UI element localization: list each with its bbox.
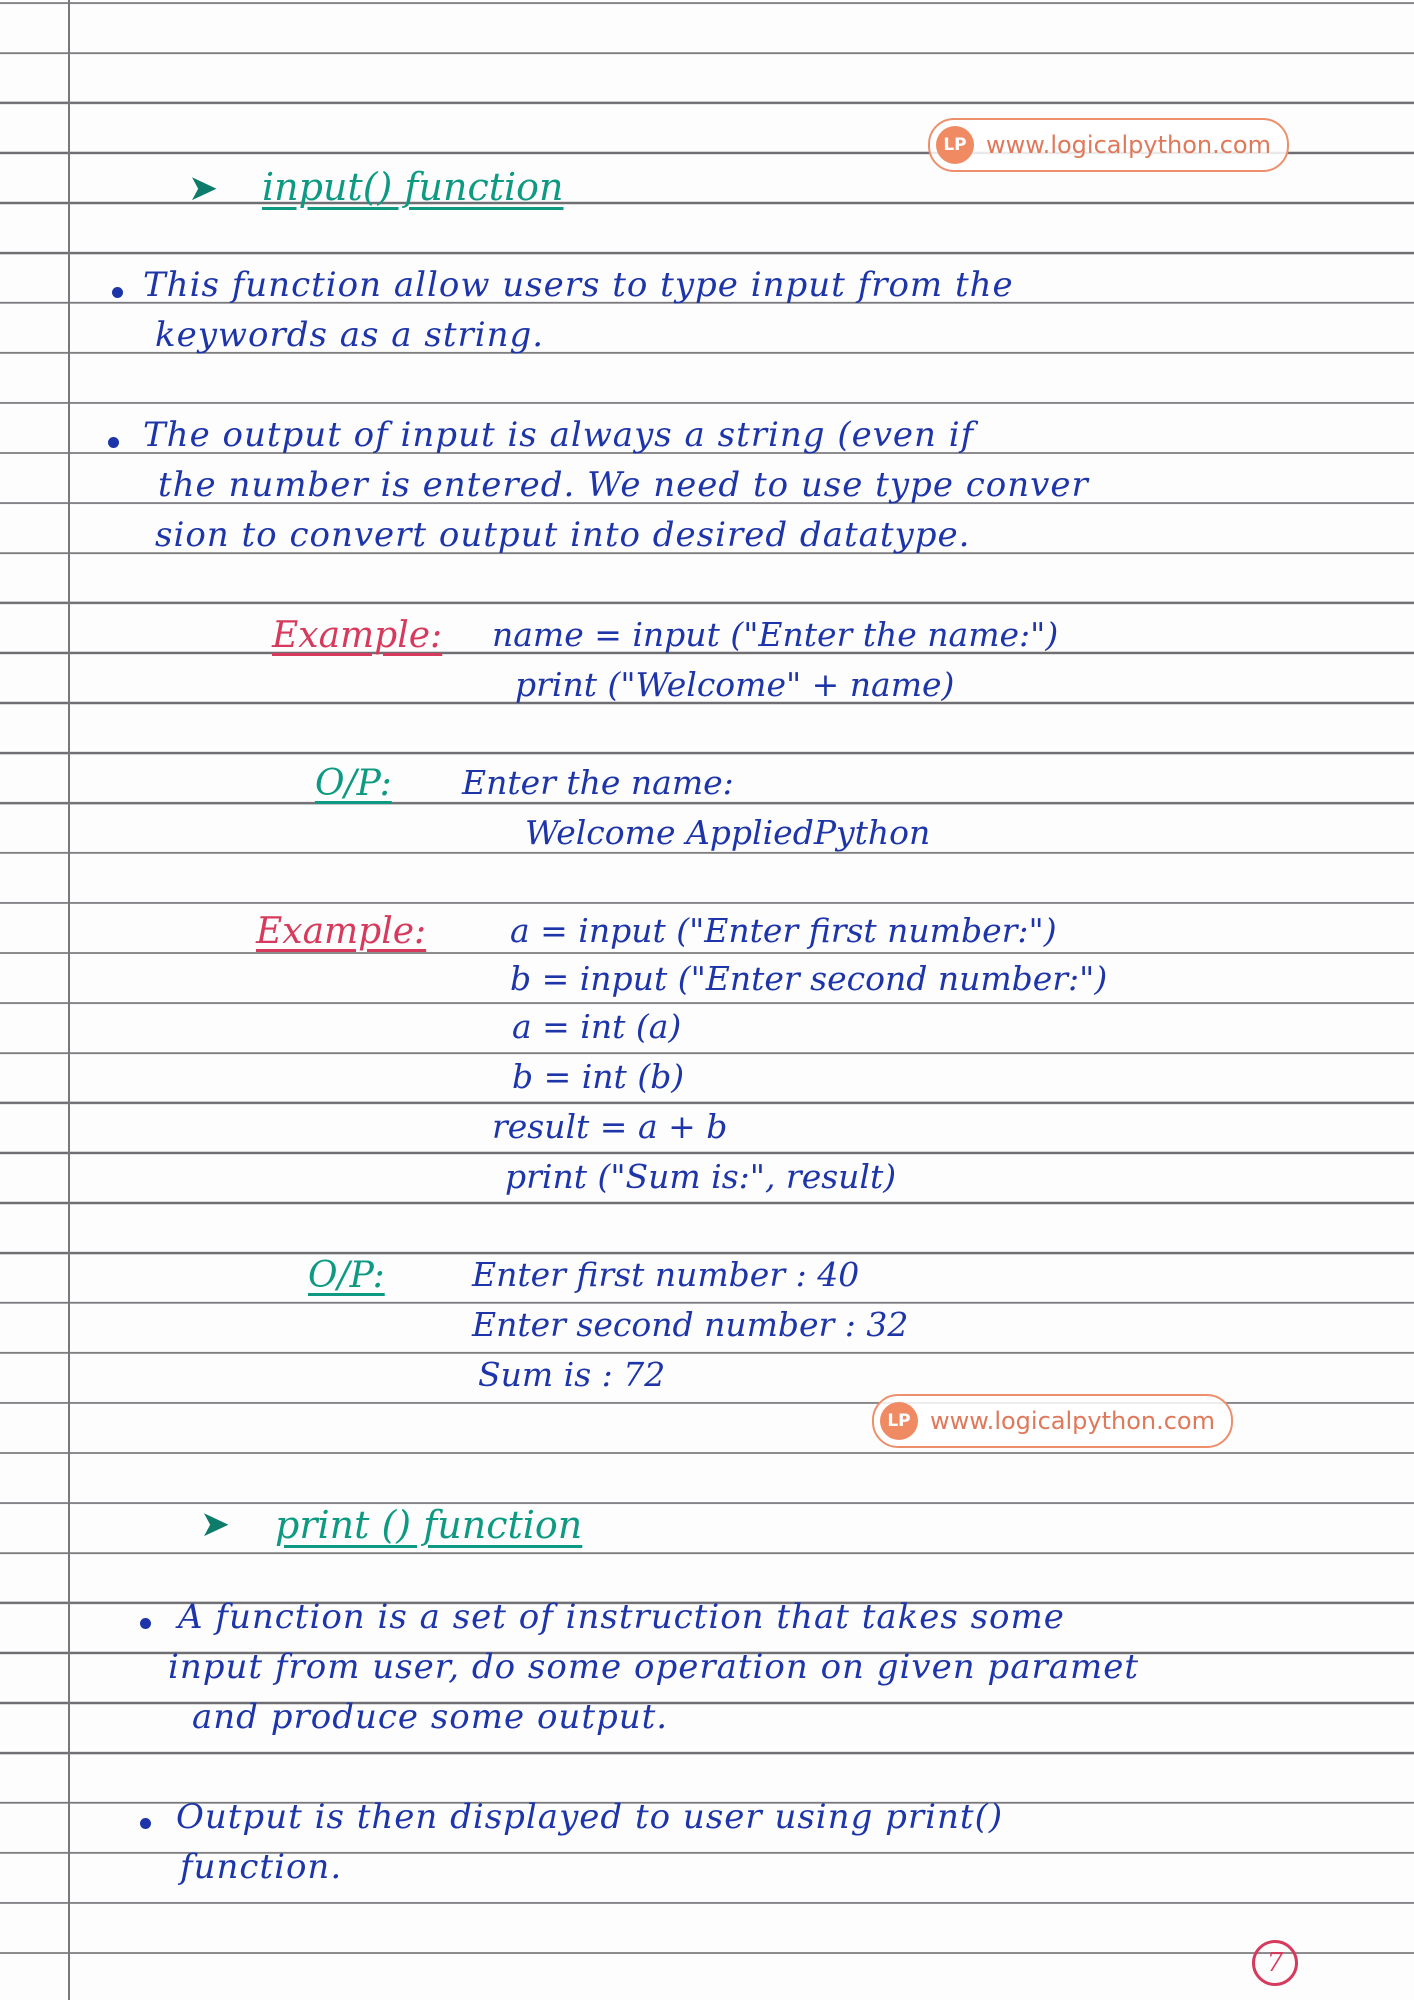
output2-line2: Enter second number : 32	[472, 1305, 909, 1344]
example2-code-line2: b = input ("Enter second number:")	[510, 959, 1108, 998]
page-number: 7	[1252, 1940, 1298, 1986]
watermark-middle	[872, 1394, 1233, 1448]
arrow-icon: ➤	[200, 1504, 231, 1545]
watermark-url: www.logicalpython.com	[986, 131, 1271, 159]
example1-label: Example:	[272, 615, 443, 656]
bullet-icon	[140, 1618, 151, 1629]
print-bullet2-line1: Output is then displayed to user using print()	[176, 1797, 1004, 1837]
output1-label: O/P:	[315, 763, 392, 804]
example1-code-line1: name = input ("Enter the name:")	[492, 615, 1059, 654]
output2-line1: Enter first number : 40	[472, 1255, 860, 1294]
section-heading-input: input() function	[262, 165, 564, 209]
output2-label: O/P:	[308, 1255, 385, 1296]
watermark-logo: LP	[936, 126, 974, 164]
example2-code-line3: a = int (a)	[512, 1007, 682, 1046]
arrow-icon: ➤	[188, 168, 219, 209]
watermark-logo: LP	[880, 1402, 918, 1440]
bullet-icon	[112, 287, 123, 298]
print-bullet1-line3: and produce some output.	[192, 1697, 669, 1737]
watermark-url: www.logicalpython.com	[930, 1407, 1215, 1435]
input-bullet1-line1: This function allow users to type input from the	[143, 265, 1014, 305]
output1-line1: Enter the name:	[462, 763, 734, 802]
input-bullet1-line2: keywords as a string.	[155, 315, 545, 355]
print-bullet1-line2: input from user, do some operation on given paramet	[168, 1647, 1140, 1687]
watermark-top	[928, 118, 1289, 172]
bullet-icon	[140, 1818, 151, 1829]
input-bullet2-line3: sion to convert output into desired datatype.	[155, 515, 971, 555]
section-heading-print: print () function	[275, 1503, 583, 1547]
output2-line3: Sum is : 72	[478, 1355, 666, 1394]
example2-code-line6: print ("Sum is:", result)	[505, 1157, 897, 1196]
print-bullet1-line1: A function is a set of instruction that takes some	[178, 1597, 1065, 1637]
example2-code-line4: b = int (b)	[512, 1057, 685, 1096]
bullet-icon	[108, 437, 119, 448]
example1-code-line2: print ("Welcome" + name)	[515, 665, 955, 704]
input-bullet2-line2: the number is entered. We need to use type conver	[158, 465, 1089, 505]
input-bullet2-line1: The output of input is always a string (even if	[143, 415, 975, 455]
example2-label: Example:	[256, 911, 427, 952]
print-bullet2-line2: function.	[180, 1847, 343, 1887]
example2-code-line1: a = input ("Enter first number:")	[510, 911, 1057, 950]
margin-line	[68, 0, 70, 2000]
output1-line2: Welcome AppliedPython	[525, 813, 931, 852]
example2-code-line5: result = a + b	[492, 1107, 728, 1146]
